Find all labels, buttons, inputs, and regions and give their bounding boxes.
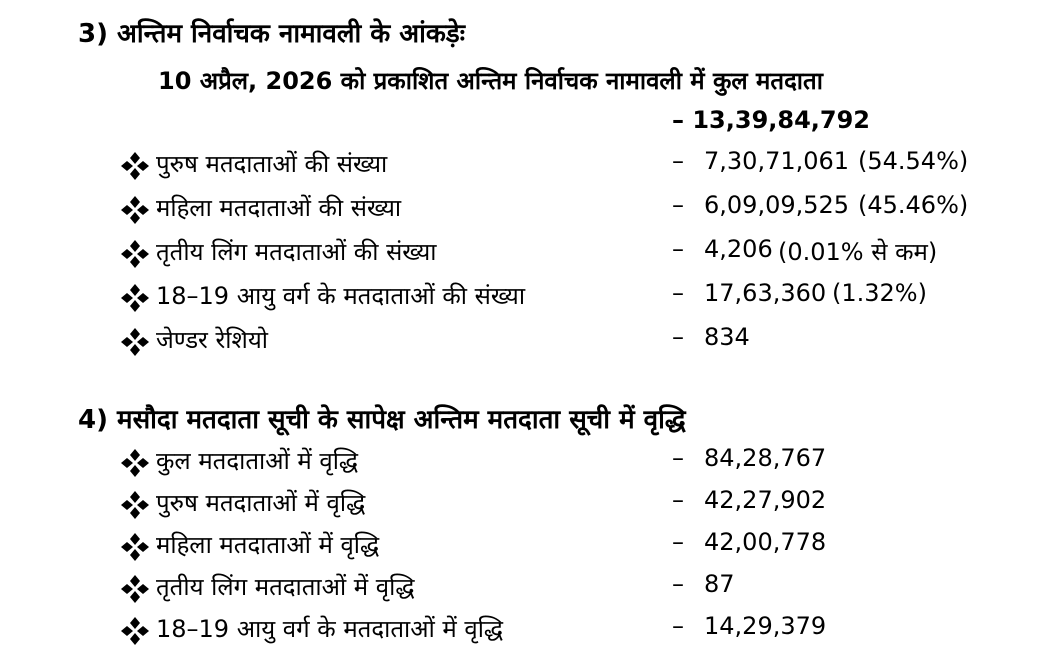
- item-value: 42,27,902: [704, 486, 827, 514]
- item-dash: –: [672, 528, 684, 556]
- four-diamond-bullet-icon: [120, 283, 150, 313]
- item-dash: –: [672, 323, 684, 351]
- item-value: 7,30,71,061: [704, 147, 850, 175]
- item-value: 6,09,09,525: [704, 191, 850, 219]
- four-diamond-bullet-icon: [120, 151, 150, 181]
- item-label: कुल मतदाताओं में वृद्धि: [156, 447, 359, 475]
- item-label: पुरुष मतदाताओं में वृद्धि: [156, 489, 366, 517]
- list-item: [120, 147, 1020, 187]
- item-label: 18–19 आयु वर्ग के मतदाताओं में वृद्धि: [156, 615, 504, 643]
- item-label: जेण्डर रेशियो: [156, 326, 268, 354]
- four-diamond-bullet-icon: [120, 490, 150, 520]
- total-voters: – 13,39,84,792: [672, 106, 870, 134]
- item-value: 834: [704, 323, 750, 351]
- four-diamond-bullet-icon: [120, 574, 150, 604]
- four-diamond-bullet-icon: [120, 195, 150, 225]
- item-dash: –: [672, 486, 684, 514]
- item-percentage: (0.01% से कम): [778, 238, 938, 266]
- four-diamond-bullet-icon: [120, 327, 150, 357]
- item-dash: –: [672, 147, 684, 175]
- section-3-subheading: 10 अप्रैल, 2026 को प्रकाशित अन्तिम निर्वाचक नामावली में कुल मतदाता: [158, 67, 823, 95]
- four-diamond-bullet-icon: [120, 239, 150, 269]
- list-item: [120, 486, 1020, 526]
- four-diamond-bullet-icon: [120, 448, 150, 478]
- item-label: पुरुष मतदाताओं की संख्या: [156, 150, 388, 178]
- item-percentage: (54.54%): [858, 147, 969, 175]
- four-diamond-bullet-icon: [120, 532, 150, 562]
- list-item: [120, 191, 1020, 231]
- list-item: [120, 528, 1020, 568]
- item-label: 18–19 आयु वर्ग के मतदाताओं की संख्या: [156, 282, 526, 310]
- item-value: 84,28,767: [704, 444, 827, 472]
- item-dash: –: [672, 570, 684, 598]
- list-item: [120, 444, 1020, 484]
- list-item: [120, 279, 1020, 319]
- section-4-heading: 4) मसौदा मतदाता सूची के सापेक्ष अन्तिम मतदाता सूची में वृद्धि: [78, 405, 686, 435]
- item-label: महिला मतदाताओं की संख्या: [156, 194, 402, 222]
- item-label: तृतीय लिंग मतदाताओं की संख्या: [156, 238, 437, 266]
- item-value: 17,63,360: [704, 279, 827, 307]
- item-label: तृतीय लिंग मतदाताओं में वृद्धि: [156, 573, 415, 601]
- item-label: महिला मतदाताओं में वृद्धि: [156, 531, 380, 559]
- item-dash: –: [672, 444, 684, 472]
- item-dash: –: [672, 279, 684, 307]
- list-item: [120, 570, 1020, 610]
- list-item: [120, 235, 1020, 275]
- item-dash: –: [672, 191, 684, 219]
- item-value: 14,29,379: [704, 612, 827, 640]
- four-diamond-bullet-icon: [120, 616, 150, 646]
- list-item: [120, 323, 1020, 363]
- item-dash: –: [672, 235, 684, 263]
- item-percentage: (1.32%): [832, 279, 927, 307]
- item-dash: –: [672, 612, 684, 640]
- item-value: 87: [704, 570, 735, 598]
- item-value: 4,206: [704, 235, 773, 263]
- list-item: [120, 612, 1020, 652]
- item-percentage: (45.46%): [858, 191, 969, 219]
- section-3-heading: 3) अन्तिम निर्वाचक नामावली के आंकड़ेः: [78, 19, 465, 49]
- item-value: 42,00,778: [704, 528, 827, 556]
